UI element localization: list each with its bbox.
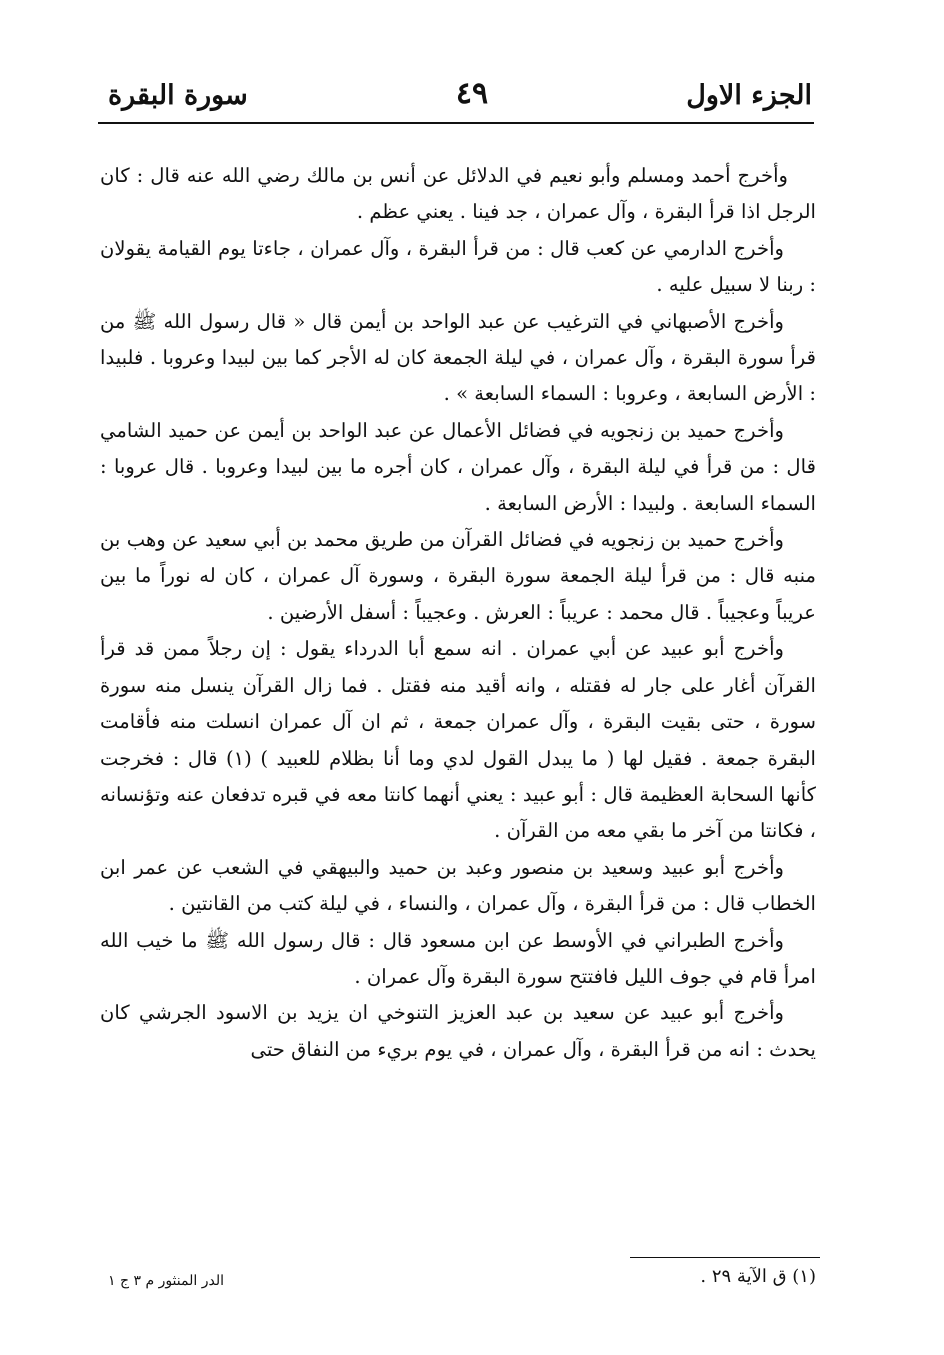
page-header <box>0 0 944 130</box>
imprint-signature: الدر المنثور م ٣ ج ١ <box>108 1273 224 1289</box>
paragraph-2: وأخرج الدارمي عن كعب قال : من قرأ البقرة ، وآل عمران ، جاءتا يوم القيامة يقولان : ربنا لا سبيل عليه . <box>100 236 816 297</box>
paragraph-4: وأخرج حميد بن زنجويه في فضائل الأعمال عن عبد الواحد بن أيمن عن حميد الشامي قال : من قرأ في ليلة البقرة ، وآل عمران ، كان أجره ما بين لبيدا وعروبا . قال عروبا : السماء السابعة . ولبيدا : الأرض السابعة . <box>100 418 816 515</box>
footnote: (١) ق الآية ٢٩ . <box>700 1266 816 1287</box>
paragraph-3: وأخرج الأصبهاني في الترغيب عن عبد الواحد بن أيمن قال « قال رسول الله ﷺ من قرأ سورة البقرة ، وآل عمران ، في ليلة الجمعة كان له الأجر كما بين لبيدا وعروبا . فلبيدا : الأرض السابعة ، وعروبا : السماء السابعة » . <box>100 309 816 406</box>
footnote-divider <box>630 1257 820 1258</box>
paragraph-1: وأخرج أحمد ومسلم وأبو نعيم في الدلائل عن أنس بن مالك رضي الله عنه قال : كان الرجل اذا قرأ البقرة ، وآل عمران ، جد فينا . يعني عظم . <box>100 164 816 224</box>
paragraph-7: وأخرج أبو عبيد وسعيد بن منصور وعبد بن حميد والبيهقي في الشعب عن عمر ابن الخطاب قال : من قرأ البقرة ، وآل عمران ، والنساء ، في ليلة كتب من القانتين . <box>100 855 816 916</box>
paragraph-9: وأخرج أبو عبيد عن سعيد بن عبد العزيز التنوخي ان يزيد بن الاسود الجرشي كان يحدث : انه من قرأ البقرة ، وآل عمران ، في يوم بريء من النفاق حتى <box>100 1001 816 1061</box>
paragraph-5: وأخرج حميد بن زنجويه في فضائل القرآن من طريق محمد بن أبي سعيد عن وهب بن منبه قال : من قرأ ليلة الجمعة سورة البقرة ، وسورة آل عمران ، كان له نوراً ما بين عريباً وعجيباً . قال محمد : عريباً : العرش . وعجيباً : أسفل الأرضين . <box>100 528 816 624</box>
paragraph-8: وأخرج الطبراني في الأوسط عن ابن مسعود قال : قال رسول الله ﷺ ما خيب الله امرأ قام في جوف الليل فافتتح سورة البقرة وآل عمران . <box>100 928 816 988</box>
part-title: الجزء الاول <box>686 80 812 111</box>
main-text <box>100 158 816 1068</box>
surah-title: سورة البقرة <box>108 80 248 111</box>
header-divider <box>98 122 814 124</box>
paragraph-6: وأخرج أبو عبيد عن أبي عمران . انه سمع أبا الدرداء يقول : إن رجلاً ممن قد قرأ القرآن أغار على جار له فقتله ، وانه أقيد منه فقتل . فما زال القرآن ينسل منه سورة سورة ، حتى بقيت البقرة ، وآل عمران جمعة ، ثم ان آل عمران انسلت منه فأقامت البقرة جمعة . فقيل لها ( ما يبدل القول لدي وما أنا بظلام للعبيد ) (١) قال : فخرجت كأنها السحابة العظيمة قال : أبو عبيد : يعني أنهما كانتا معه في قبره تدفعان عنه وتؤنسانه ، فكانتا من آخر ما بقي معه من القرآن . <box>100 637 816 843</box>
page-number: ٤٩ <box>455 76 489 111</box>
